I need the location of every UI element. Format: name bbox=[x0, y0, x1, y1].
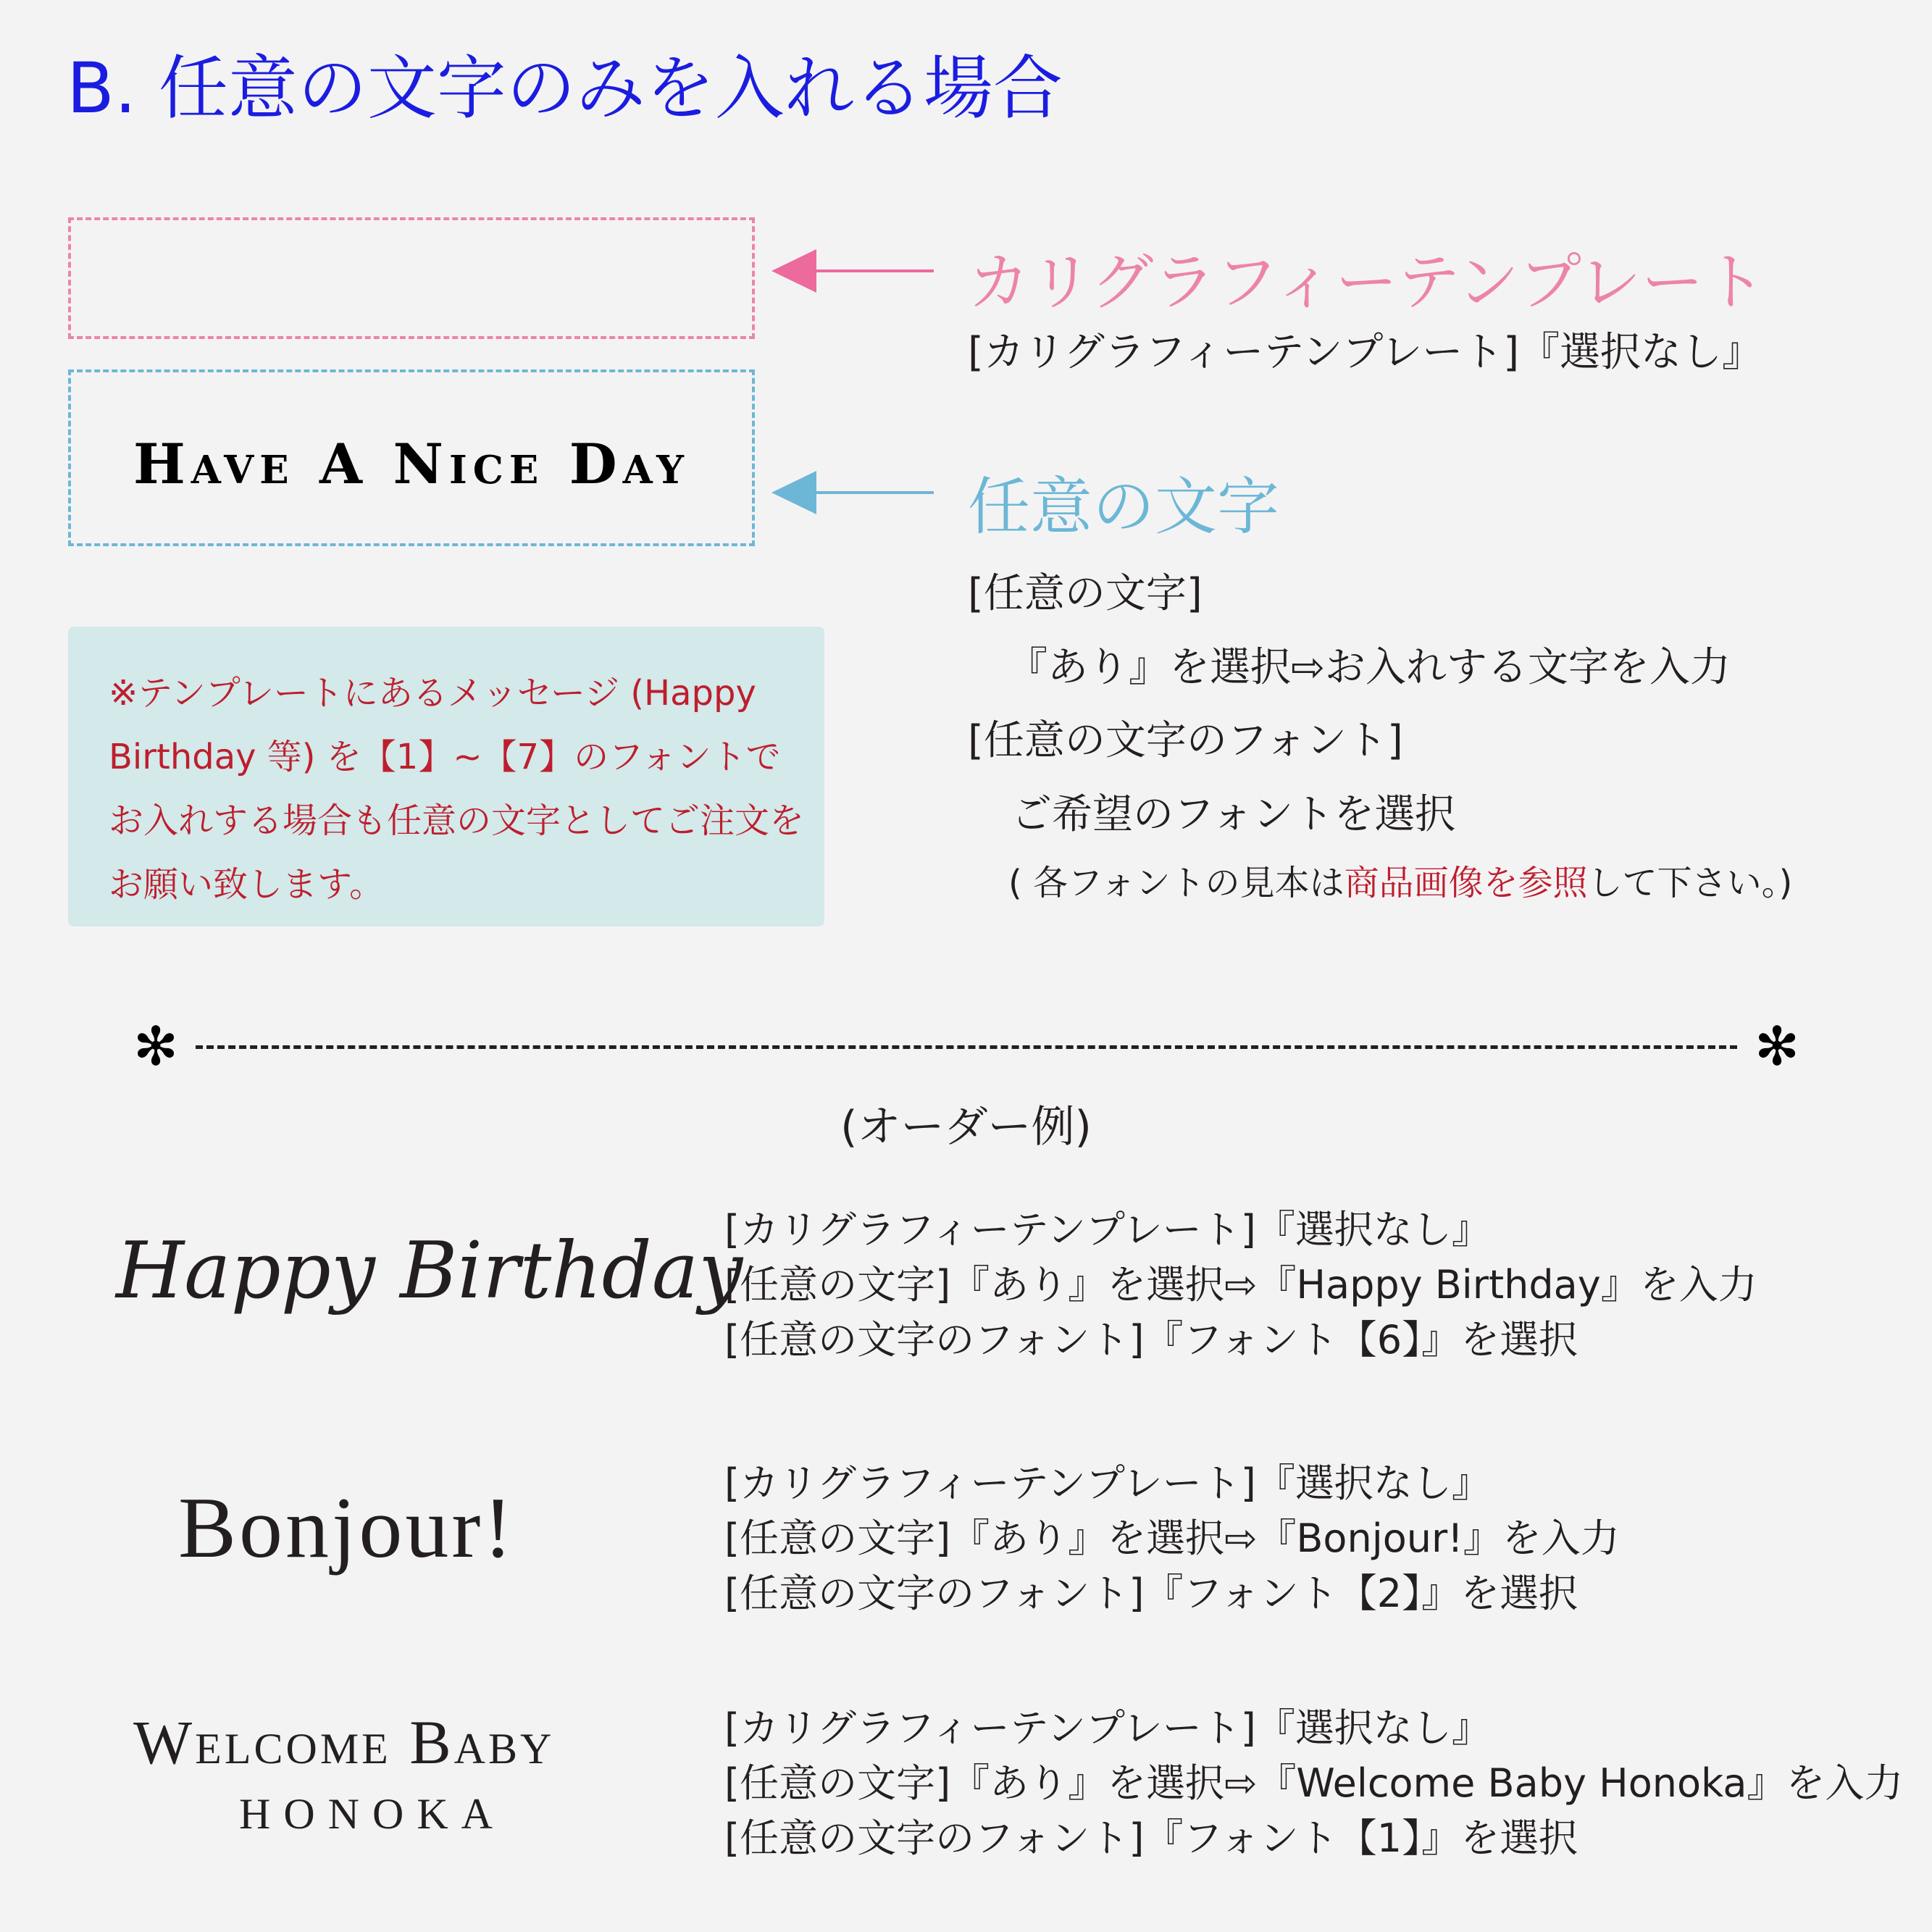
order-sample-happy-birthday: Happy Birthday bbox=[116, 1226, 743, 1316]
font-sample-note-suffix: して下さい。) bbox=[1587, 863, 1793, 903]
order-sample-welcome-baby: Welcome Baby bbox=[133, 1707, 555, 1777]
font-sample-note-prefix: ( 各フォントの見本は bbox=[1008, 863, 1345, 903]
arrow-left-icon bbox=[771, 491, 934, 494]
order-line: [任意の文字]『あり』を選択⇨『Bonjour!』を入力 bbox=[724, 1515, 1620, 1561]
divider-line bbox=[196, 1045, 1737, 1049]
font-sample-note bbox=[1008, 855, 1792, 905]
note-box bbox=[68, 627, 824, 927]
asterisk-icon: ✻ bbox=[1754, 1016, 1799, 1078]
order-line: [カリグラフィーテンプレート]『選択なし』 bbox=[724, 1705, 1491, 1751]
order-example-1 bbox=[724, 1203, 1757, 1368]
custom-text-area bbox=[68, 369, 755, 546]
order-line: [任意の文字のフォント]『フォント【1】』を選択 bbox=[724, 1815, 1578, 1861]
font-sample-note-highlight: 商品画像を参照 bbox=[1344, 863, 1588, 903]
custom-text-label: 任意の文字 bbox=[968, 471, 1279, 543]
order-sample-honoka: HONOKA bbox=[239, 1790, 506, 1838]
order-line: [任意の文字]『あり』を選択⇨『Welcome Baby Honoka』を入力 bbox=[724, 1760, 1904, 1806]
calligraphy-instruction: [カリグラフィーテンプレート]『選択なし』 bbox=[968, 329, 1763, 376]
custom-text-sample: Have A Nice Day bbox=[133, 432, 690, 496]
order-line: [任意の文字のフォント]『フォント【2】』を選択 bbox=[724, 1571, 1578, 1616]
order-line: [カリグラフィーテンプレート]『選択なし』 bbox=[724, 1460, 1491, 1506]
order-example-heading: (オーダー例) bbox=[840, 1102, 1092, 1153]
order-line: [カリグラフィーテンプレート]『選択なし』 bbox=[724, 1207, 1491, 1253]
order-example-2 bbox=[724, 1456, 1620, 1621]
font-step-detail: ご希望のフォントを選択 bbox=[1011, 791, 1456, 838]
order-line: [任意の文字のフォント]『フォント【6】』を選択 bbox=[724, 1317, 1578, 1363]
note-text: ※テンプレートにあるメッセージ (Happy Birthday 等) を【1】~【7】のフォントでお入れする場合も任意の文字としてご注文をお願い致します。 bbox=[109, 673, 805, 905]
arrow-left-icon bbox=[771, 269, 934, 272]
font-step-heading: [任意の文字のフォント] bbox=[968, 717, 1403, 764]
section-divider bbox=[133, 1016, 1799, 1078]
order-line: [任意の文字]『あり』を選択⇨『Happy Birthday』を入力 bbox=[724, 1262, 1757, 1308]
custom-text-step-heading: [任意の文字] bbox=[968, 570, 1203, 617]
calligraphy-template-label: カリグラフィーテンプレート bbox=[968, 246, 1766, 319]
calligraphy-template-area bbox=[68, 217, 755, 339]
asterisk-icon: ✻ bbox=[133, 1016, 179, 1078]
order-sample-bonjour: Bonjour! bbox=[178, 1479, 516, 1576]
order-example-3 bbox=[724, 1701, 1903, 1866]
custom-text-step-detail: 『あり』を選択⇨お入れする文字を入力 bbox=[1007, 644, 1731, 691]
page-title: B. 任意の文字のみを入れる場合 bbox=[67, 48, 1063, 129]
